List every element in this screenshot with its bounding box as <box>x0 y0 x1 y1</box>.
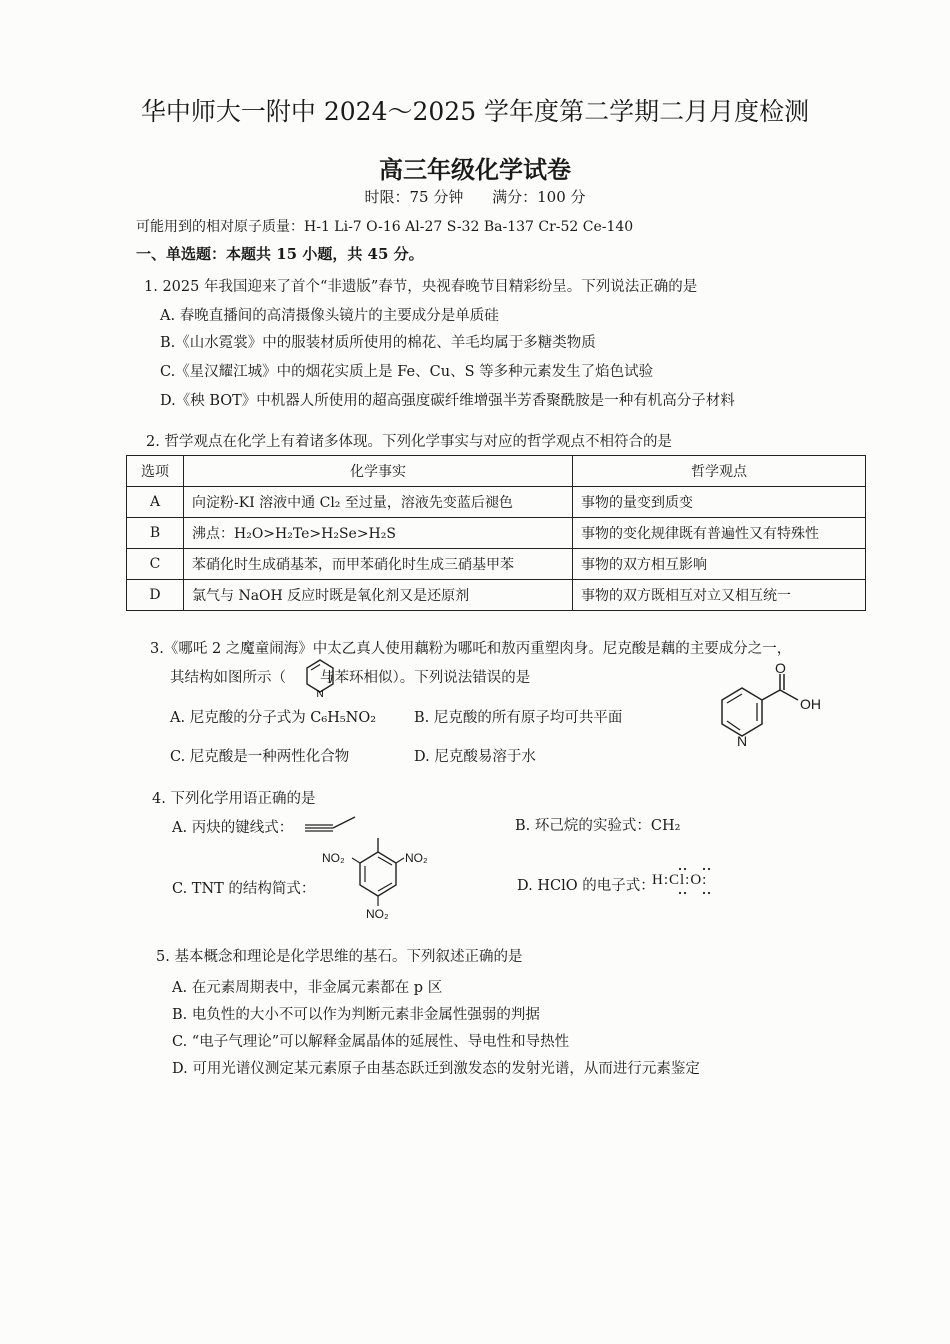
table-cell-view: 事物的双方相互影响 <box>573 549 866 580</box>
table-cell-view: 事物的变化规律既有普遍性又有特殊性 <box>573 518 866 549</box>
table-row <box>127 549 866 580</box>
q5-option-d: D. 可用光谱仪测定某元素原子由基态跃迁到激发态的发射光谱，从而进行元素鉴定 <box>172 1061 700 1077</box>
table-row <box>127 580 866 611</box>
table-row <box>127 518 866 549</box>
table-cell-option: A <box>127 487 184 518</box>
q4-option-a: A. 丙炔的键线式： <box>172 820 294 836</box>
q1-option-d: D.《秧 BOT》中机器人所使用的超高强度碳纤维增强半芳香聚酰胺是一种有机高分子材料 <box>160 393 735 409</box>
q3-option-b: B. 尼克酸的所有原子均可共平面 <box>414 710 623 726</box>
q4-option-c: C. TNT 的结构简式： <box>172 881 316 897</box>
table-cell-option: D <box>127 580 184 611</box>
table-cell-fact: 氯气与 NaOH 反应时既是氧化剂又是还原剂 <box>184 580 573 611</box>
q1-option-b: B.《山水霓裳》中的服装材质所使用的棉花、羊毛均属于多糖类物质 <box>160 335 596 351</box>
time-limit: 时限：75 分钟 <box>364 188 464 206</box>
q3-option-c: C. 尼克酸是一种两性化合物 <box>170 749 350 765</box>
exam-subtitle: 高三年级化学试卷 <box>379 155 571 184</box>
table-cell-fact: 沸点：H₂O>H₂Te>H₂Se>H₂S <box>184 518 573 549</box>
full-score: 满分：100 分 <box>492 188 586 206</box>
atomic-masses: 可能用到的相对原子质量：H-1 Li-7 O-16 Al-27 S-32 Ba-137 Cr-52 Ce-140 <box>136 219 634 235</box>
table-cell-fact: 向淀粉-KI 溶液中通 Cl₂ 至过量，溶液先变蓝后褪色 <box>184 487 573 518</box>
table-cell-view: 事物的量变到质变 <box>573 487 866 518</box>
q1-option-a: A. 春晚直播间的高清摄像头镜片的主要成分是单质硅 <box>160 308 499 324</box>
q1-option-c: C.《星汉耀江城》中的烟花实质上是 Fe、Cu、S 等多种元素发生了焰色试验 <box>160 364 654 380</box>
q4-option-d: D. HClO 的电子式： <box>517 878 655 894</box>
exam-title: 华中师大一附中 2024～2025 学年度第二学期二月月度检测 <box>140 97 810 126</box>
table-cell-option: B <box>127 518 184 549</box>
q5-option-a: A. 在元素周期表中，非金属元素都在 p 区 <box>172 980 443 996</box>
q4-option-b: B. 环己烷的实验式：CH₂ <box>515 818 681 834</box>
q5-option-c: C. “电子气理论”可以解释金属晶体的延展性、导电性和导热性 <box>172 1034 570 1050</box>
q3-stem-part1: 其结构如图所示（ <box>170 670 286 686</box>
table-header: 选项 <box>127 456 184 487</box>
table-header: 化学事实 <box>184 456 573 487</box>
tnt-no2-bottom: NO₂ <box>366 907 389 921</box>
q3-option-d: D. 尼克酸易溶于水 <box>414 749 536 765</box>
propyne-skeletal-formula <box>303 812 363 832</box>
section-heading: 一、单选题：本题共 15 小题，共 45 分。 <box>136 245 424 263</box>
tnt-no2-left: NO₂ <box>322 851 345 865</box>
table-header: 哲学观点 <box>573 456 866 487</box>
q1-stem: 1. 2025 年我国迎来了首个“非遗版”春节，央视春晚节目精彩纷呈。下列说法正确的是 <box>144 279 698 295</box>
q3-stem-part2: 与苯环相似）。下列说法错误的是 <box>320 670 531 686</box>
q3-stem-line2 <box>170 666 530 687</box>
table-cell-fact: 苯硝化时生成硝基苯，而甲苯硝化时生成三硝基甲苯 <box>184 549 573 580</box>
q5-option-b: B. 电负性的大小不可以作为判断元素非金属性强弱的判据 <box>172 1007 540 1023</box>
exam-time-score <box>0 186 950 207</box>
q5-stem: 5. 基本概念和理论是化学思维的基石。下列叙述正确的是 <box>156 949 523 965</box>
q2-stem: 2. 哲学观点在化学上有着诸多体现。下列化学事实与对应的哲学观点不相符合的是 <box>146 434 672 450</box>
q2-table <box>126 455 866 611</box>
pyridine-ring-icon <box>303 657 337 700</box>
table-header-row <box>127 456 866 487</box>
tnt-no2-right: NO₂ <box>405 851 428 865</box>
table-cell-view: 事物的双方既相互对立又相互统一 <box>573 580 866 611</box>
mol-label-o: O <box>775 660 786 676</box>
mol-label-n: N <box>737 733 748 749</box>
tnt-structure <box>352 838 412 918</box>
svg-text:N: N <box>316 689 324 700</box>
table-cell-option: C <box>127 549 184 580</box>
table-row <box>127 487 866 518</box>
q4-stem: 4. 下列化学用语正确的是 <box>152 791 316 807</box>
q3-stem: 3.《哪吒 2 之魔童闹海》中太乙真人使用藕粉为哪吒和敖丙重塑肉身。尼克酸是藕的主要成分之一， <box>150 641 792 657</box>
q3-option-a: A. 尼克酸的分子式为 C₆H₅NO₂ <box>170 710 377 726</box>
mol-label-oh: OH <box>800 696 821 712</box>
hclo-electron-formula: H:Cl:O: <box>652 872 708 888</box>
lone-pair-dots <box>668 866 728 896</box>
